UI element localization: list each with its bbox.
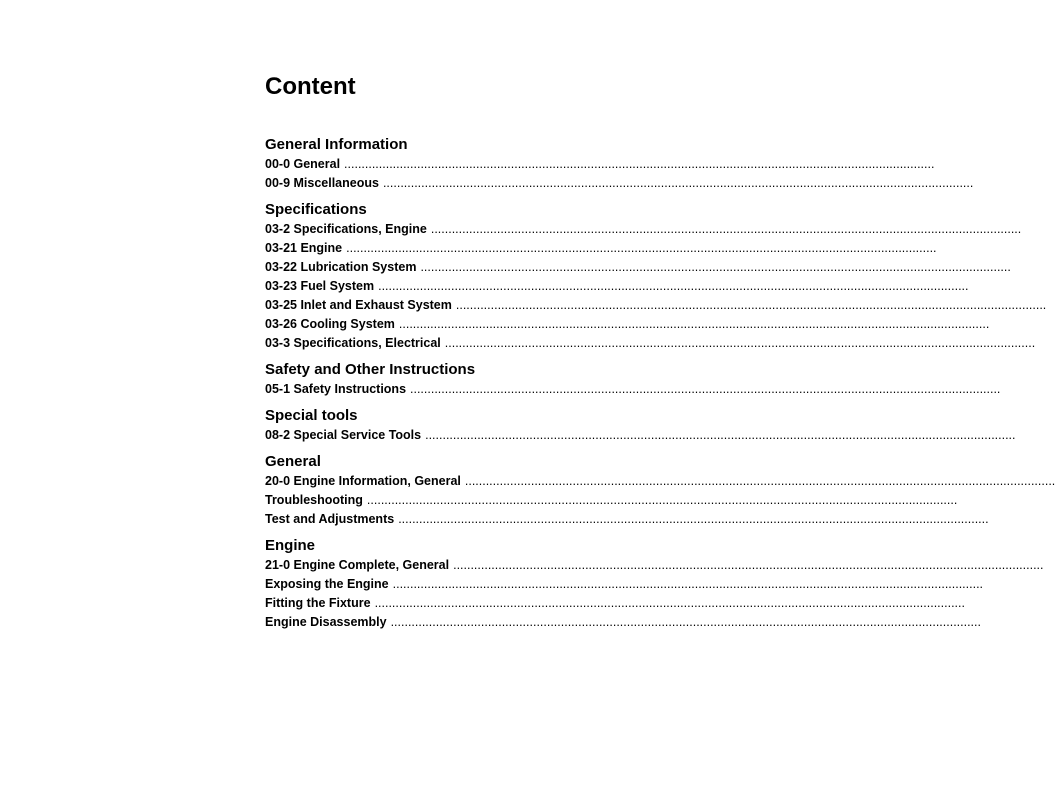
toc-entry-label: 03-22 Lubrication System <box>265 260 417 274</box>
dot-leader: .......................................................................................................................................................................... <box>425 428 1016 442</box>
toc-entry-test-and-adjustments[interactable] <box>265 512 989 531</box>
toc-entry-08-2-special-service-tools[interactable] <box>265 428 1016 447</box>
toc-entry-label: 20-0 Engine Information, General <box>265 474 461 488</box>
dot-leader: .......................................................................................................................................................................... <box>398 317 990 331</box>
dot-leader: .......................................................................................................................................................................... <box>382 176 974 190</box>
toc-entry-label: 03-2 Specifications, Engine <box>265 222 427 236</box>
section-heading: Special tools <box>265 407 358 424</box>
toc-section-general-information <box>265 136 974 195</box>
dot-leader: .......................................................................................................................................................................... <box>430 222 1022 236</box>
toc-entry-label: 03-23 Fuel System <box>265 279 375 293</box>
toc-entry-03-26-cooling-system[interactable] <box>265 317 990 336</box>
toc-entry-label: Troubleshooting <box>265 493 363 507</box>
dot-leader: .......................................................................................................................................................................... <box>444 336 1036 350</box>
toc-entry-label: Test and Adjustments <box>265 512 395 526</box>
section-heading: Specifications <box>265 201 367 218</box>
toc-entry-03-3-specifications-electrical[interactable] <box>265 336 1036 355</box>
toc-entry-03-2-specifications-engine[interactable] <box>265 222 1022 241</box>
dot-leader: .......................................................................................................................................................................... <box>374 596 965 610</box>
page-title: Content <box>265 73 356 100</box>
dot-leader: .......................................................................................................................................................................... <box>390 615 981 629</box>
toc-section-safety-instructions <box>265 361 1001 401</box>
toc-entry-03-21-engine[interactable] <box>265 241 937 260</box>
dot-leader: .......................................................................................................................................................................... <box>378 279 969 293</box>
dot-leader: .......................................................................................................................................................................... <box>346 241 937 255</box>
toc-entry-03-25-inlet-exhaust-system[interactable] <box>265 298 1047 317</box>
dot-leader: .......................................................................................................................................................................... <box>398 512 989 526</box>
dot-leader: .......................................................................................................................................................................... <box>410 382 1001 396</box>
toc-entry-label: 03-26 Cooling System <box>265 317 395 331</box>
toc-entry-05-1-safety-instructions[interactable] <box>265 382 1001 401</box>
toc-entry-label: 00-0 General <box>265 157 341 171</box>
toc-entry-label: 21-0 Engine Complete, General <box>265 558 450 572</box>
toc-entry-engine-disassembly[interactable] <box>265 615 981 634</box>
toc-entry-label: 03-21 Engine <box>265 241 343 255</box>
toc-entry-03-23-fuel-system[interactable] <box>265 279 969 298</box>
toc-entry-troubleshooting[interactable] <box>265 493 958 512</box>
section-heading: General Information <box>265 136 408 153</box>
toc-entry-21-0-engine-complete[interactable] <box>265 558 1044 577</box>
dot-leader: .......................................................................................................................................................................... <box>455 298 1047 312</box>
dot-leader: .......................................................................................................................................................................... <box>420 260 1011 274</box>
toc-section-specifications <box>265 201 1047 355</box>
dot-leader: .......................................................................................................................................................................... <box>344 157 935 171</box>
toc-entry-label: Exposing the Engine <box>265 577 389 591</box>
dot-leader: .......................................................................................................................................................................... <box>464 474 1055 488</box>
toc-entry-label: 05-1 Safety Instructions <box>265 382 407 396</box>
toc-entry-00-9-miscellaneous[interactable] <box>265 176 974 195</box>
toc-section-special-tools <box>265 407 1016 447</box>
toc-entry-label: Fitting the Fixture <box>265 596 371 610</box>
section-heading: General <box>265 453 321 470</box>
dot-leader: .......................................................................................................................................................................... <box>453 558 1044 572</box>
dot-leader: .......................................................................................................................................................................... <box>392 577 984 591</box>
toc-entry-fitting-the-fixture[interactable] <box>265 596 965 615</box>
toc-section-general <box>265 453 1055 531</box>
toc-entry-00-0-general[interactable] <box>265 157 935 176</box>
toc-entry-label: Engine Disassembly <box>265 615 387 629</box>
toc-entry-20-0-engine-information[interactable] <box>265 474 1055 493</box>
table-of-contents <box>265 136 1055 634</box>
dot-leader: .......................................................................................................................................................................... <box>366 493 958 507</box>
toc-entry-exposing-the-engine[interactable] <box>265 577 984 596</box>
toc-entry-label: 03-3 Specifications, Electrical <box>265 336 441 350</box>
toc-entry-label: 08-2 Special Service Tools <box>265 428 422 442</box>
toc-entry-label: 00-9 Miscellaneous <box>265 176 379 190</box>
section-heading: Safety and Other Instructions <box>265 361 476 378</box>
toc-entry-label: 03-25 Inlet and Exhaust System <box>265 298 452 312</box>
toc-entry-03-22-lubrication-system[interactable] <box>265 260 1011 279</box>
toc-section-engine <box>265 537 1044 634</box>
section-heading: Engine <box>265 537 316 554</box>
